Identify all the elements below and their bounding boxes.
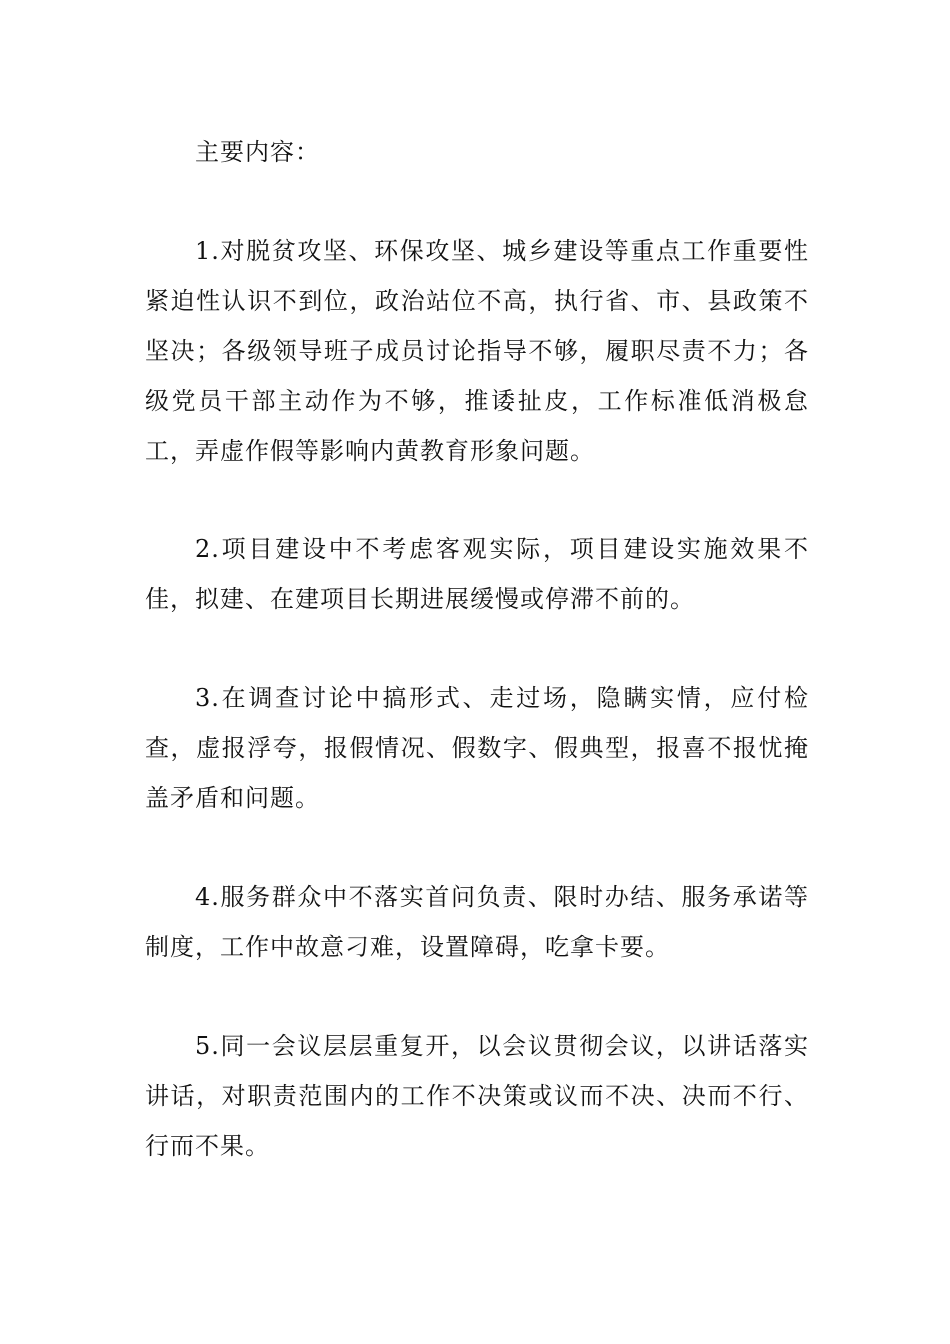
paragraph-3: 3.在调查讨论中搞形式、走过场，隐瞒实情，应付检查，虚报浮夸，报假情况、假数字、假典型，报喜不报忧掩盖矛盾和问题。 <box>145 684 809 812</box>
paragraph-2: 2.项目建设中不考虑客观实际，项目建设实施效果不佳，拟建、在建项目长期进展缓慢或停滞不前的。 <box>145 535 809 613</box>
paragraph-5: 5.同一会议层层重复开，以会议贯彻会议，以讲话落实讲话，对职责范围内的工作不决策或议而不决、决而不行、行而不果。 <box>145 1032 809 1160</box>
paragraph-4: 4.服务群众中不落实首问负责、限时办结、服务承诺等制度，工作中故意刁难，设置障碍，吃拿卡要。 <box>145 883 809 961</box>
paragraph-1: 1.对脱贫攻坚、环保攻坚、城乡建设等重点工作重要性紧迫性认识不到位，政治站位不高，执行省、市、县政策不坚决；各级领导班子成员讨论指导不够，履职尽责不力；各级党员干部主动作为不够，推诿扯皮，工作标准低消极怠工，弄虚作假等影响内黄教育形象问题。 <box>145 237 809 465</box>
section-heading: 主要内容： <box>195 138 320 166</box>
